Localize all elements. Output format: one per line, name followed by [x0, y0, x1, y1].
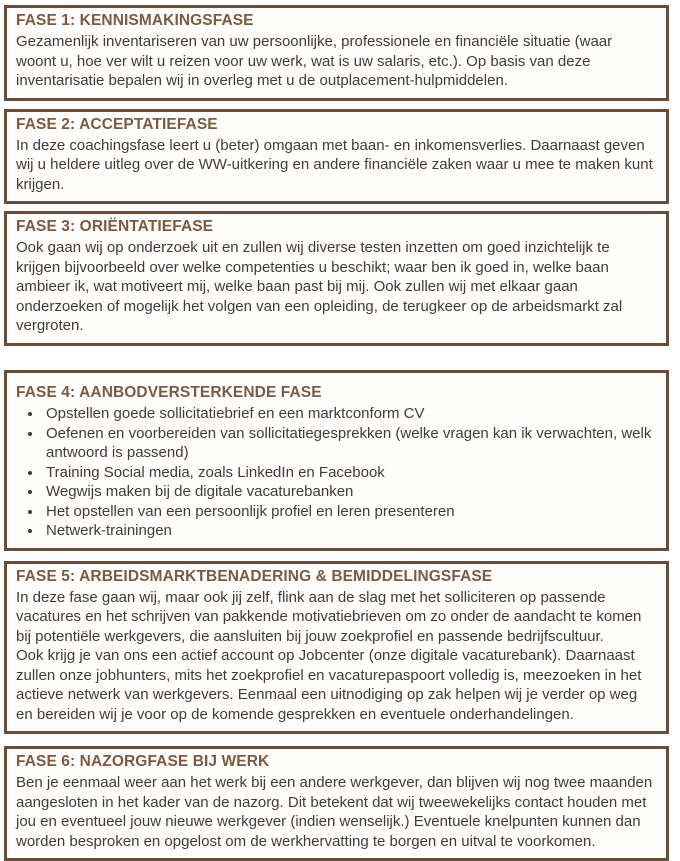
- fase-bullet-item: • Training Social media, zoals LinkedIn en Facebook: [43, 463, 656, 483]
- fase-2-content: [16, 136, 656, 195]
- fase-bullet-item: • Het opstellen van een persoonlijk profiel en leren presenteren: [43, 502, 656, 522]
- fase-bullet-list: [16, 404, 656, 541]
- fase-5-content: [16, 588, 656, 725]
- fase-box-3: [4, 211, 669, 346]
- fase-bullet-item: • Wegwijs maken bij de digitale vacaturebanken: [43, 482, 656, 502]
- fase-4-title: FASE 4: AANBODVERSTERKENDE FASE: [16, 383, 322, 401]
- fase-paragraph: Ook krijg je van ons een actief account op Jobcenter (onze digitale vacaturebank). Daarnaast zullen onze jobhunters, mits het zoekprofiel en vacaturepaspoort volledig is, meezoeken in het actieve netwerk van werkgevers. Eenmaal een uitnodiging op zak helpen wij je verder op weg en bereiden wij je voor op de komende gesprekken en eventuele onderhandelingen.: [16, 647, 642, 723]
- fase-6-title: FASE 6: NAZORGFASE BIJ WERK: [16, 753, 270, 771]
- fase-3-content: [16, 238, 656, 336]
- fase-1-content: [16, 32, 656, 91]
- fase-box-5: [4, 561, 669, 735]
- fase-bullet-item: • Opstellen goede sollicitatiebrief en een marktconform CV: [43, 404, 656, 424]
- fase-5-title: FASE 5: ARBEIDSMARKTBENADERING & BEMIDDELINGSFASE: [16, 567, 493, 585]
- fase-bullet-item: • Oefenen en voorbereiden van sollicitatiegesprekken (welke vragen kan ik verwachten, welk antwoord is passend): [43, 424, 656, 463]
- fase-box-2: [4, 109, 669, 205]
- fase-box-6: [4, 746, 669, 861]
- fase-bullet-item: • Netwerk-trainingen: [43, 521, 656, 541]
- fase-paragraph: In deze fase gaan wij, maar ook jij zelf, flink aan de slag met het solliciteren op passende vacatures en het schrijven van pakkende motivatiebrieven om zo onder de aandacht te komen bij potentiële werkgevers, die aansluiten bij jouw zoekprofiel en passende bedrijfscultuur.: [16, 588, 642, 645]
- fase-paragraph: In deze coachingsfase leert u (beter) omgaan met baan- en inkomensverlies. Daarnaast geven wij u heldere uitleg over de WW-uitkering en andere financiële zaken waar u mee te maken kunt krijgen.: [16, 136, 653, 193]
- fase-2-title: FASE 2: ACCEPTATIEFASE: [16, 115, 218, 133]
- fase-1-title: FASE 1: KENNISMAKINGSFASE: [16, 12, 254, 29]
- fase-box-1: [4, 5, 669, 101]
- fase-paragraph: Ook gaan wij op onderzoek uit en zullen wij diverse testen inzetten om goed inzichtelijk te krijgen bijvoorbeeld over welke competenties u beschikt; waar ben ik goed in, welke baan ambieer ik, wat motiveert mij, welke baan past bij mij. Ook zullen wij met elkaar gaan onderzoeken of mogelijk het volgen van een opleiding, de terugkeer op de arbeidsmarkt zal vergroten.: [16, 239, 623, 335]
- fase-6-content: [16, 773, 656, 851]
- fase-box-4: [4, 370, 669, 551]
- fase-4-content: [16, 404, 656, 541]
- fase-paragraph: Ben je eenmaal weer aan het werk bij een andere werkgever, dan blijven wij nog twee maanden aangesloten in het kader van de nazorg. Dit betekent dat wij tweewekelijks contact houden met jou en eventueel jouw nieuwe werkgever (indien wenselijk.) Eventuele knelpunten kunnen dan worden besproken en opgelost om de werkhervatting te borgen en uitval te voorkomen.: [16, 774, 653, 850]
- fase-3-title: FASE 3: ORIËNTATIEFASE: [16, 218, 214, 236]
- fase-paragraph: Gezamenlijk inventariseren van uw persoonlijke, professionele en financiële situatie (waar woont u, hoe ver wilt u reizen voor uw werk, wat is uw salaris, etc.). Op basis van deze inventarisatie bepalen wij in overleg met u de outplacement-hulpmiddelen.: [16, 33, 613, 90]
